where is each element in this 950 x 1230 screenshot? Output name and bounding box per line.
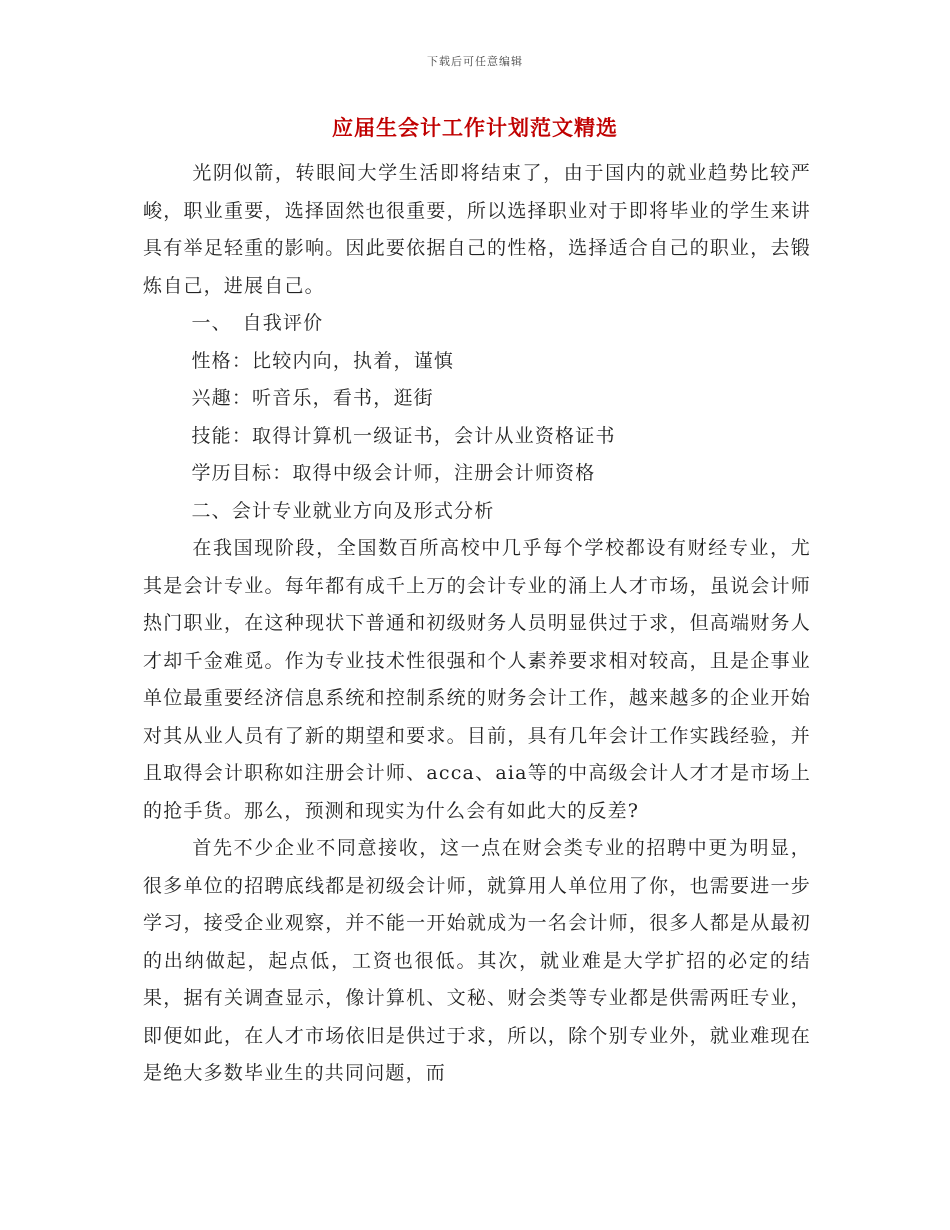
section-heading-self-evaluation: 一、 自我评价 <box>191 312 324 334</box>
header-note: 下载后可任意编辑 <box>427 55 523 68</box>
document-body <box>143 155 811 1093</box>
list-item-personality: 性格：比较内向，执着，谨慎 <box>191 349 455 372</box>
page-title: 应届生会计工作计划范文精选 <box>332 115 618 140</box>
paragraph-intro: 光阴似箭，转眼间大学生活即将结束了，由于国内的就业趋势比较严峻，职业重要，选择固然也很重要，所以选择职业对于即将毕业的学生来讲具有举足轻重的影响。因此要依据自己的性格，选择适合自己的职业，去锻炼自己，进展自己。 <box>143 162 811 297</box>
paragraph-employment-difficulty: 首先不少企业不同意接收，这一点在财会类专业的招聘中更为明显，很多单位的招聘底线都是初级会计师，就算用人单位用了你，也需要进一步学习，接受企业观察，并不能一开始就成为一名会计师，很多人都是从最初的出纳做起，起点低，工资也很低。其次，就业难是大学扩招的必定的结果，据有关调查显示，像计算机、文秘、财会类等专业都是供需两旺专业，即便如此，在人才市场依旧是供过于求，所以，除个别专业外，就业难现在是绝大多数毕业生的共同问题，而 <box>143 837 811 1084</box>
list-item-skills: 技能：取得计算机一级证书，会计从业资格证书 <box>191 424 616 447</box>
section-heading-career-analysis: 二、会计专业就业方向及形式分析 <box>191 499 495 522</box>
paragraph-market-analysis: 在我国现阶段，全国数百所高校中几乎每个学校都设有财经专业，尤其是会计专业。每年都有成千上万的会计专业的涌上人才市场，虽说会计师热门职业，在这种现状下普通和初级财务人员明显供过于求，但高端财务人才却千金难觅。作为专业技术性很强和个人素养要求相对较高，且是企事业单位最重要经济信息系统和控制系统的财务会计工作，越来越多的企业开始对其从业人员有了新的期望和要求。目前，具有几年会计工作实践经验，并且取得会计职称如注册会计师、acca、aia等的中高级会计人才才是市场上的抢手货。那么，预测和现实为什么会有如此大的反差? <box>143 537 811 822</box>
list-item-interests: 兴趣：听音乐，看书，逛街 <box>191 387 434 409</box>
list-item-education-goal: 学历目标：取得中级会计师，注册会计师资格 <box>191 462 596 484</box>
